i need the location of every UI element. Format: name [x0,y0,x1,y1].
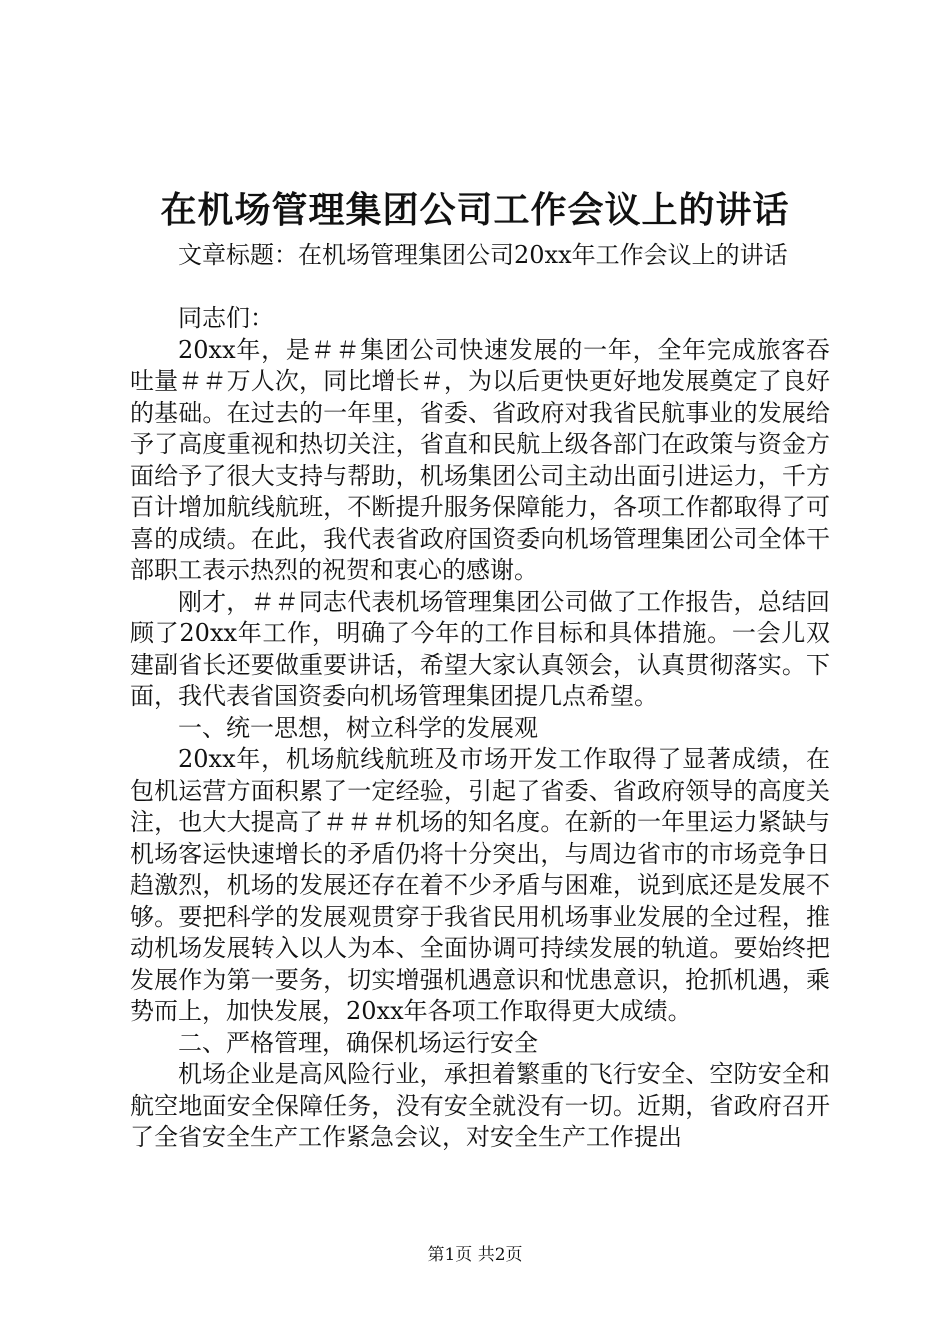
document-title: 在机场管理集团公司工作会议上的讲话 [160,189,790,231]
section-heading-2: 二、严格管理，确保机场运行安全 [178,1028,538,1057]
section-1-paragraph: 20xx年，机场航线航班及市场开发工作取得了显著成绩，在包机运营方面积累了一定经验，引起了省委、省政府领导的高度关注，也大大提高了＃＃＃机场的知名度。在新的一年里运力紧缺与机场客运快速增长的矛盾仍将十分突出，与周边省市的市场竞争日趋激烈，机场的发展还存在着不少矛盾与困难，说到底还是发展不够。要把科学的发展观贯穿于我省民用机场事业发展的全过程，推动机场发展转入以人为本、全面协调可持续发展的轨道。要始终把发展作为第一要务，切实增强机遇意识和忧患意识，抢抓机遇，乘势而上，加快发展，20xx年各项工作取得更大成绩。 [130,745,830,1025]
section-2-paragraph: 机场企业是高风险行业，承担着繁重的飞行安全、空防安全和航空地面安全保障任务，没有安全就没有一切。近期，省政府召开了全省安全生产工作紧急会议，对安全生产工作提出 [130,1060,830,1151]
page-footer: 第1页 共2页 [427,1245,523,1265]
paragraph-intro-2: 刚才，＃＃同志代表机场管理集团公司做了工作报告，总结回顾了20xx年工作，明确了今年的工作目标和具体措施。一会儿双建副省长还要做重要讲话，希望大家认真领会，认真贯彻落实。下面，我代表省国资委向机场管理集团提几点希望。 [130,587,830,710]
paragraph-intro-1: 20xx年，是＃＃集团公司快速发展的一年，全年完成旅客吞吐量＃＃万人次，同比增长＃，为以后更快更好地发展奠定了良好的基础。在过去的一年里，省委、省政府对我省民航事业的发展给予了高度重视和热切关注，省直和民航上级各部门在政策与资金方面给予了很大支持与帮助，机场集团公司主动出面引进运力，千方百计增加航线航班，不断提升服务保障能力，各项工作都取得了可喜的成绩。在此，我代表省政府国资委向机场管理集团公司全体干部职工表示热烈的祝贺和衷心的感谢。 [130,335,830,584]
blank-line [130,272,830,304]
section-heading-1: 一、统一思想，树立科学的发展观 [178,713,538,742]
salutation: 同志们： [178,304,274,332]
document-body [130,240,830,1154]
article-subtitle: 文章标题：在机场管理集团公司20xx年工作会议上的讲话 [178,241,788,269]
